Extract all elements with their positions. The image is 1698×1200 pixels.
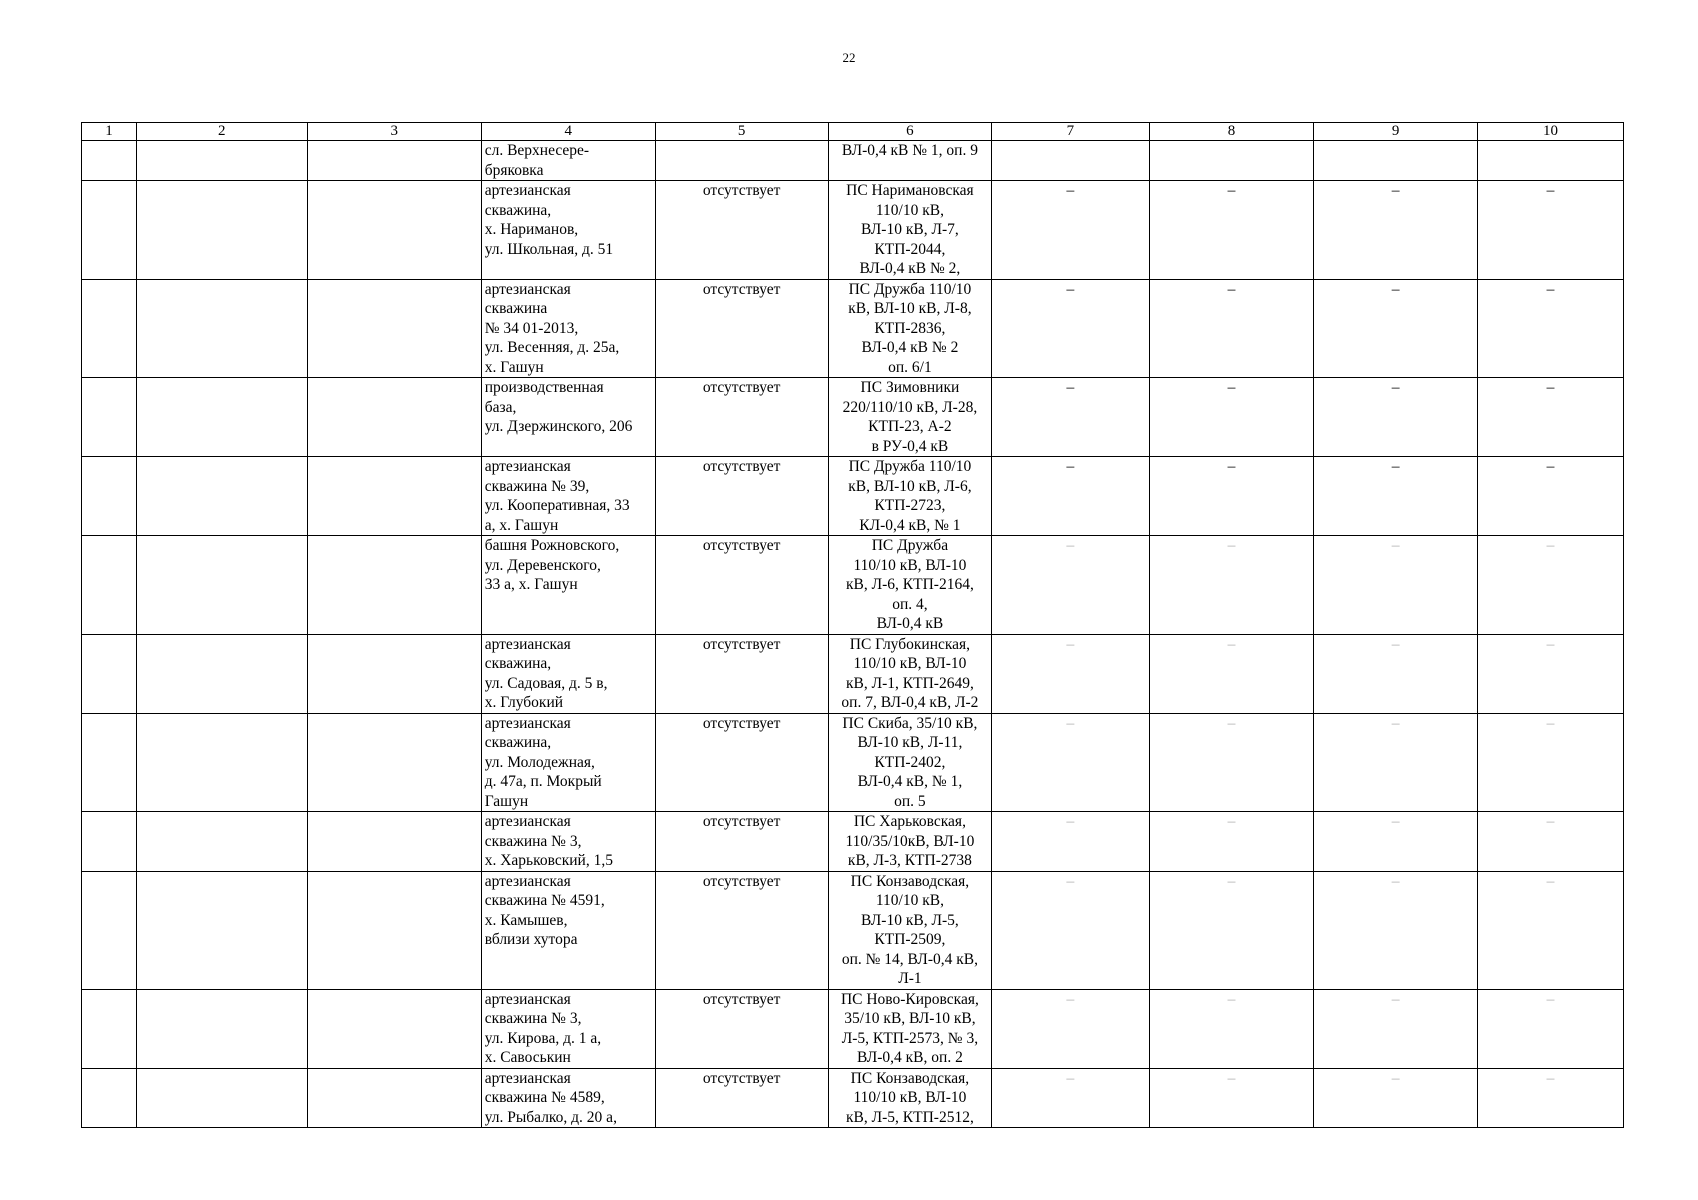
object-line: скважина № 3, — [484, 1010, 582, 1027]
connection-line: КТП-2723, — [874, 497, 946, 514]
object-cell — [481, 378, 655, 457]
connection-line: кВ, Л-5, КТП-2512, — [845, 1108, 974, 1126]
dash-cell: – — [1149, 871, 1314, 989]
availability-cell: отсутствует — [655, 457, 828, 536]
object-line: артезианская — [484, 990, 571, 1008]
connection-line: КТП-23, А-2 — [868, 418, 952, 435]
object-line: артезианская — [484, 458, 571, 475]
table-row — [82, 989, 1624, 1068]
dash-cell: – — [1314, 634, 1478, 713]
table-cell-empty — [82, 536, 137, 635]
table-cell-empty — [307, 871, 481, 989]
availability-cell: отсутствует — [655, 713, 828, 812]
dash-cell: – — [1477, 279, 1623, 378]
dash-cell: – — [1149, 536, 1314, 635]
table-cell-empty — [136, 1068, 307, 1128]
object-cell — [481, 457, 655, 536]
dash-cell: – — [1314, 812, 1478, 872]
table-row — [82, 1068, 1624, 1128]
object-line: производственная — [484, 379, 604, 396]
table-cell-empty — [82, 141, 137, 181]
object-line: артезианская — [484, 182, 571, 199]
object-line: ул. Дзержинского, 206 — [484, 418, 633, 435]
connection-line: кВ, Л-1, КТП-2649, — [845, 674, 974, 692]
object-line: ул. Молодежная, — [484, 753, 595, 771]
availability-cell: отсутствует — [655, 634, 828, 713]
connection-line: ВЛ-0,4 кВ № 1, оп. 9 — [841, 142, 978, 159]
dash-cell: – — [992, 536, 1149, 635]
connection-line: 35/10 кВ, ВЛ-10 кВ, — [844, 1010, 976, 1027]
availability-cell: отсутствует — [655, 279, 828, 378]
object-cell — [481, 989, 655, 1068]
table-cell-empty — [136, 713, 307, 812]
object-line: х. Глубокий — [484, 694, 564, 711]
connection-cell — [828, 713, 992, 812]
object-line: скважина № 4589, — [484, 1089, 605, 1106]
object-line: д. 47а, п. Мокрый — [484, 773, 602, 790]
object-line: ул. Кирова, д. 1 а, — [484, 1029, 602, 1047]
table-row — [82, 181, 1624, 280]
connection-line: 110/10 кВ, ВЛ-10 — [853, 655, 967, 672]
connection-cell — [828, 378, 992, 457]
object-line: скважина № 39, — [484, 477, 590, 495]
connection-line: КТП-2509, — [874, 931, 946, 948]
dash-cell: – — [1314, 1068, 1478, 1128]
object-line: ул. Рыбалко, д. 20 а, — [484, 1108, 617, 1126]
object-cell — [481, 141, 655, 181]
object-line: скважина № 4591, — [484, 892, 605, 909]
connection-line: ПС Дружба — [871, 537, 949, 554]
table-cell-empty — [307, 378, 481, 457]
connection-line: КТП-2402, — [874, 753, 946, 771]
table-row — [82, 536, 1624, 635]
table-cell-empty — [307, 634, 481, 713]
table-cell-empty — [136, 378, 307, 457]
dash-cell: – — [1477, 713, 1623, 812]
header-cell: 3 — [307, 123, 481, 141]
connection-line: 110/35/10кВ, ВЛ-10 — [845, 832, 975, 850]
dash-cell: – — [1314, 181, 1478, 280]
dash-cell: – — [1314, 989, 1478, 1068]
dash-cell: – — [1149, 713, 1314, 812]
dash-cell — [992, 141, 1149, 181]
connection-cell — [828, 812, 992, 872]
page-number: 22 — [842, 50, 856, 65]
dash-cell: – — [1314, 536, 1478, 635]
header-cell: 5 — [655, 123, 828, 141]
availability-cell: отсутствует — [655, 378, 828, 457]
table-cell-empty — [307, 457, 481, 536]
object-cell — [481, 536, 655, 635]
connection-line: оп. 4, — [892, 595, 928, 613]
dash-cell: – — [1477, 634, 1623, 713]
connection-line: оп. 6/1 — [888, 358, 932, 376]
table-row — [82, 634, 1624, 713]
table-cell-empty — [82, 457, 137, 536]
table-cell-empty — [82, 181, 137, 280]
dash-cell: – — [992, 279, 1149, 378]
connection-line: оп. № 14, ВЛ-0,4 кВ, — [841, 950, 978, 968]
table-cell-empty — [136, 181, 307, 280]
dash-cell — [1477, 141, 1623, 181]
table-cell-empty — [136, 812, 307, 872]
table-row — [82, 279, 1624, 378]
connection-cell — [828, 181, 992, 280]
connection-line: ПС Конзаводская, — [850, 872, 970, 890]
connection-line: ВЛ-10 кВ, Л-11, — [857, 734, 963, 751]
dash-cell — [1149, 141, 1314, 181]
table-row — [82, 871, 1624, 989]
connection-cell — [828, 1068, 992, 1128]
header-cell: 6 — [828, 123, 992, 141]
availability-cell: отсутствует — [655, 871, 828, 989]
connection-line: ПС Зимовники — [860, 379, 960, 396]
dash-cell: – — [992, 713, 1149, 812]
object-line: скважина, — [484, 655, 552, 672]
connection-line: ПС Скиба, 35/10 кВ, — [842, 714, 978, 732]
connection-line: в РУ-0,4 кВ — [871, 437, 949, 455]
header-cell: 9 — [1314, 123, 1478, 141]
connection-line: кВ, ВЛ-10 кВ, Л-6, — [848, 477, 972, 495]
table-cell-empty — [307, 812, 481, 872]
table-cell-empty — [307, 1068, 481, 1128]
table-cell-empty — [136, 141, 307, 181]
table-cell-empty — [307, 713, 481, 812]
connection-line: ВЛ-0,4 кВ, оп. 2 — [856, 1049, 963, 1066]
availability-cell: отсутствует — [655, 536, 828, 635]
table-cell-empty — [136, 536, 307, 635]
dash-cell: – — [992, 634, 1149, 713]
dash-cell: – — [1477, 536, 1623, 635]
connection-cell — [828, 989, 992, 1068]
table-cell-empty — [136, 457, 307, 536]
table-cell-empty — [82, 989, 137, 1068]
header-cell: 8 — [1149, 123, 1314, 141]
table-cell-empty — [82, 1068, 137, 1128]
object-line: артезианская — [484, 280, 571, 298]
connection-cell — [828, 457, 992, 536]
dash-cell: – — [1149, 634, 1314, 713]
dash-cell: – — [992, 871, 1149, 989]
connection-line: 110/10 кВ, ВЛ-10 — [853, 1089, 967, 1106]
document-table — [81, 122, 1624, 1128]
table-cell-empty — [82, 279, 137, 378]
table-row — [82, 713, 1624, 812]
connection-line: ВЛ-10 кВ, Л-5, — [861, 911, 959, 929]
object-line: Гашун — [484, 792, 529, 810]
object-cell — [481, 713, 655, 812]
object-cell — [481, 1068, 655, 1128]
object-line: ул. Весенняя, д. 25а, — [484, 339, 620, 356]
connection-line: КЛ-0,4 кВ, № 1 — [859, 516, 961, 534]
table-cell-empty — [82, 634, 137, 713]
object-line: сл. Верхнесере- — [484, 142, 590, 159]
connection-line: кВ, ВЛ-10 кВ, Л-8, — [848, 300, 972, 317]
object-line: вблизи хутора — [484, 931, 578, 948]
dash-cell: – — [1477, 457, 1623, 536]
dash-cell: – — [1149, 1068, 1314, 1128]
dash-cell: – — [992, 181, 1149, 280]
dash-cell: – — [1477, 181, 1623, 280]
dash-cell: – — [1477, 812, 1623, 872]
table-cell-empty — [82, 713, 137, 812]
dash-cell: – — [992, 1068, 1149, 1128]
dash-cell: – — [1477, 989, 1623, 1068]
table-cell-empty — [136, 989, 307, 1068]
object-cell — [481, 812, 655, 872]
table-row — [82, 378, 1624, 457]
table-cell-empty — [136, 279, 307, 378]
connection-line: ВЛ-10 кВ, Л-7, — [861, 221, 959, 238]
object-cell — [481, 279, 655, 378]
dash-cell: – — [1149, 989, 1314, 1068]
object-line: ул. Кооперативная, 33 — [484, 497, 630, 514]
object-line: артезианская — [484, 714, 571, 732]
object-line: № 34 01-2013, — [484, 319, 579, 337]
table-cell-empty — [82, 812, 137, 872]
object-line: скважина, — [484, 201, 552, 219]
connection-line: ВЛ-0,4 кВ, № 1, — [857, 773, 963, 790]
object-line: ул. Деревенского, — [484, 556, 601, 574]
object-line: артезианская — [484, 1069, 571, 1087]
table-cell-empty — [82, 378, 137, 457]
object-line: х. Камышев, — [484, 911, 568, 929]
dash-cell: – — [1149, 378, 1314, 457]
connection-line: ВЛ-0,4 кВ № 2 — [861, 339, 959, 356]
object-line: артезианская — [484, 813, 571, 830]
dash-cell: – — [1477, 871, 1623, 989]
table-body — [82, 141, 1624, 1128]
table-cell-empty — [136, 634, 307, 713]
table-cell-empty — [82, 871, 137, 989]
table-row — [82, 812, 1624, 872]
table-cell-empty — [307, 989, 481, 1068]
object-line: ул. Школьная, д. 51 — [484, 240, 614, 258]
dash-cell: – — [1314, 871, 1478, 989]
connection-cell — [828, 634, 992, 713]
dash-cell — [1314, 141, 1478, 181]
dash-cell: – — [992, 378, 1149, 457]
dash-cell: – — [1149, 812, 1314, 872]
header-row — [82, 123, 1624, 141]
object-line: х. Савоськин — [484, 1049, 571, 1066]
dash-cell: – — [1314, 457, 1478, 536]
object-line: скважина, — [484, 734, 552, 751]
object-line: х. Нариманов, — [484, 221, 579, 238]
object-line: 33 а, х. Гашун — [484, 576, 578, 593]
table-row — [82, 141, 1624, 181]
object-line: а, х. Гашун — [484, 516, 559, 534]
connection-line: Л-1 — [898, 970, 922, 987]
dash-cell: – — [1314, 378, 1478, 457]
table-cell-empty — [136, 871, 307, 989]
availability-cell: отсутствует — [655, 989, 828, 1068]
connection-cell — [828, 141, 992, 181]
dash-cell: – — [1477, 1068, 1623, 1128]
connection-cell — [828, 871, 992, 989]
connection-line: оп. 7, ВЛ-0,4 кВ, Л-2 — [841, 694, 979, 711]
dash-cell: – — [1149, 457, 1314, 536]
connection-line: КТП-2044, — [874, 240, 946, 258]
availability-cell — [655, 141, 828, 181]
object-line: бряковка — [484, 161, 544, 179]
connection-line: ВЛ-0,4 кВ — [876, 615, 944, 632]
object-line: артезианская — [484, 872, 571, 890]
connection-line: 110/10 кВ, — [875, 892, 944, 909]
object-cell — [481, 871, 655, 989]
connection-line: ПС Конзаводская, — [850, 1069, 970, 1087]
connection-line: ПС Глубокинская, — [849, 635, 971, 653]
object-line: скважина — [484, 300, 548, 317]
dash-cell: – — [1477, 378, 1623, 457]
header-cell: 2 — [136, 123, 307, 141]
dash-cell: – — [1314, 713, 1478, 812]
header-cell: 4 — [481, 123, 655, 141]
object-line: башня Рожновского, — [484, 537, 620, 554]
connection-line: кВ, Л-6, КТП-2164, — [845, 576, 974, 593]
object-line: х. Харьковский, 1,5 — [484, 852, 613, 869]
object-cell — [481, 634, 655, 713]
object-line: скважина № 3, — [484, 832, 582, 850]
table-cell-empty — [307, 279, 481, 378]
dash-cell: – — [992, 812, 1149, 872]
header-cell: 1 — [82, 123, 137, 141]
connection-line: Л-5, КТП-2573, № 3, — [841, 1029, 979, 1047]
header-cell: 10 — [1477, 123, 1623, 141]
dash-cell: – — [1314, 279, 1478, 378]
connection-line: кВ, Л-3, КТП-2738 — [847, 852, 972, 869]
connection-line: ПС Ново-Кировская, — [840, 990, 979, 1008]
table-cell-empty — [307, 181, 481, 280]
connection-line: ПС Харьковская, — [853, 813, 966, 830]
dash-cell: – — [1149, 279, 1314, 378]
table-cell-empty — [307, 141, 481, 181]
object-line: база, — [484, 398, 517, 416]
connection-line: КТП-2836, — [874, 319, 946, 337]
connection-line: 110/10 кВ, — [875, 201, 944, 219]
connection-cell — [828, 536, 992, 635]
connection-line: ПС Дружба 110/10 — [848, 280, 972, 298]
availability-cell: отсутствует — [655, 181, 828, 280]
header-cell: 7 — [992, 123, 1149, 141]
object-line: х. Гашун — [484, 358, 544, 376]
connection-line: 110/10 кВ, ВЛ-10 — [853, 556, 967, 574]
table-row — [82, 457, 1624, 536]
availability-cell: отсутствует — [655, 812, 828, 872]
connection-line: оп. 5 — [894, 792, 926, 810]
connection-line: ПС Дружба 110/10 — [848, 458, 972, 475]
dash-cell: – — [992, 457, 1149, 536]
object-line: ул. Садовая, д. 5 в, — [484, 674, 608, 692]
table-cell-empty — [307, 536, 481, 635]
dash-cell: – — [1149, 181, 1314, 280]
object-line: артезианская — [484, 635, 571, 653]
connection-line: ВЛ-0,4 кВ № 2, — [859, 260, 961, 277]
connection-line: ПС Наримановская — [846, 182, 974, 199]
connection-cell — [828, 279, 992, 378]
object-cell — [481, 181, 655, 280]
dash-cell: – — [992, 989, 1149, 1068]
connection-line: 220/110/10 кВ, Л-28, — [842, 398, 978, 416]
availability-cell: отсутствует — [655, 1068, 828, 1128]
